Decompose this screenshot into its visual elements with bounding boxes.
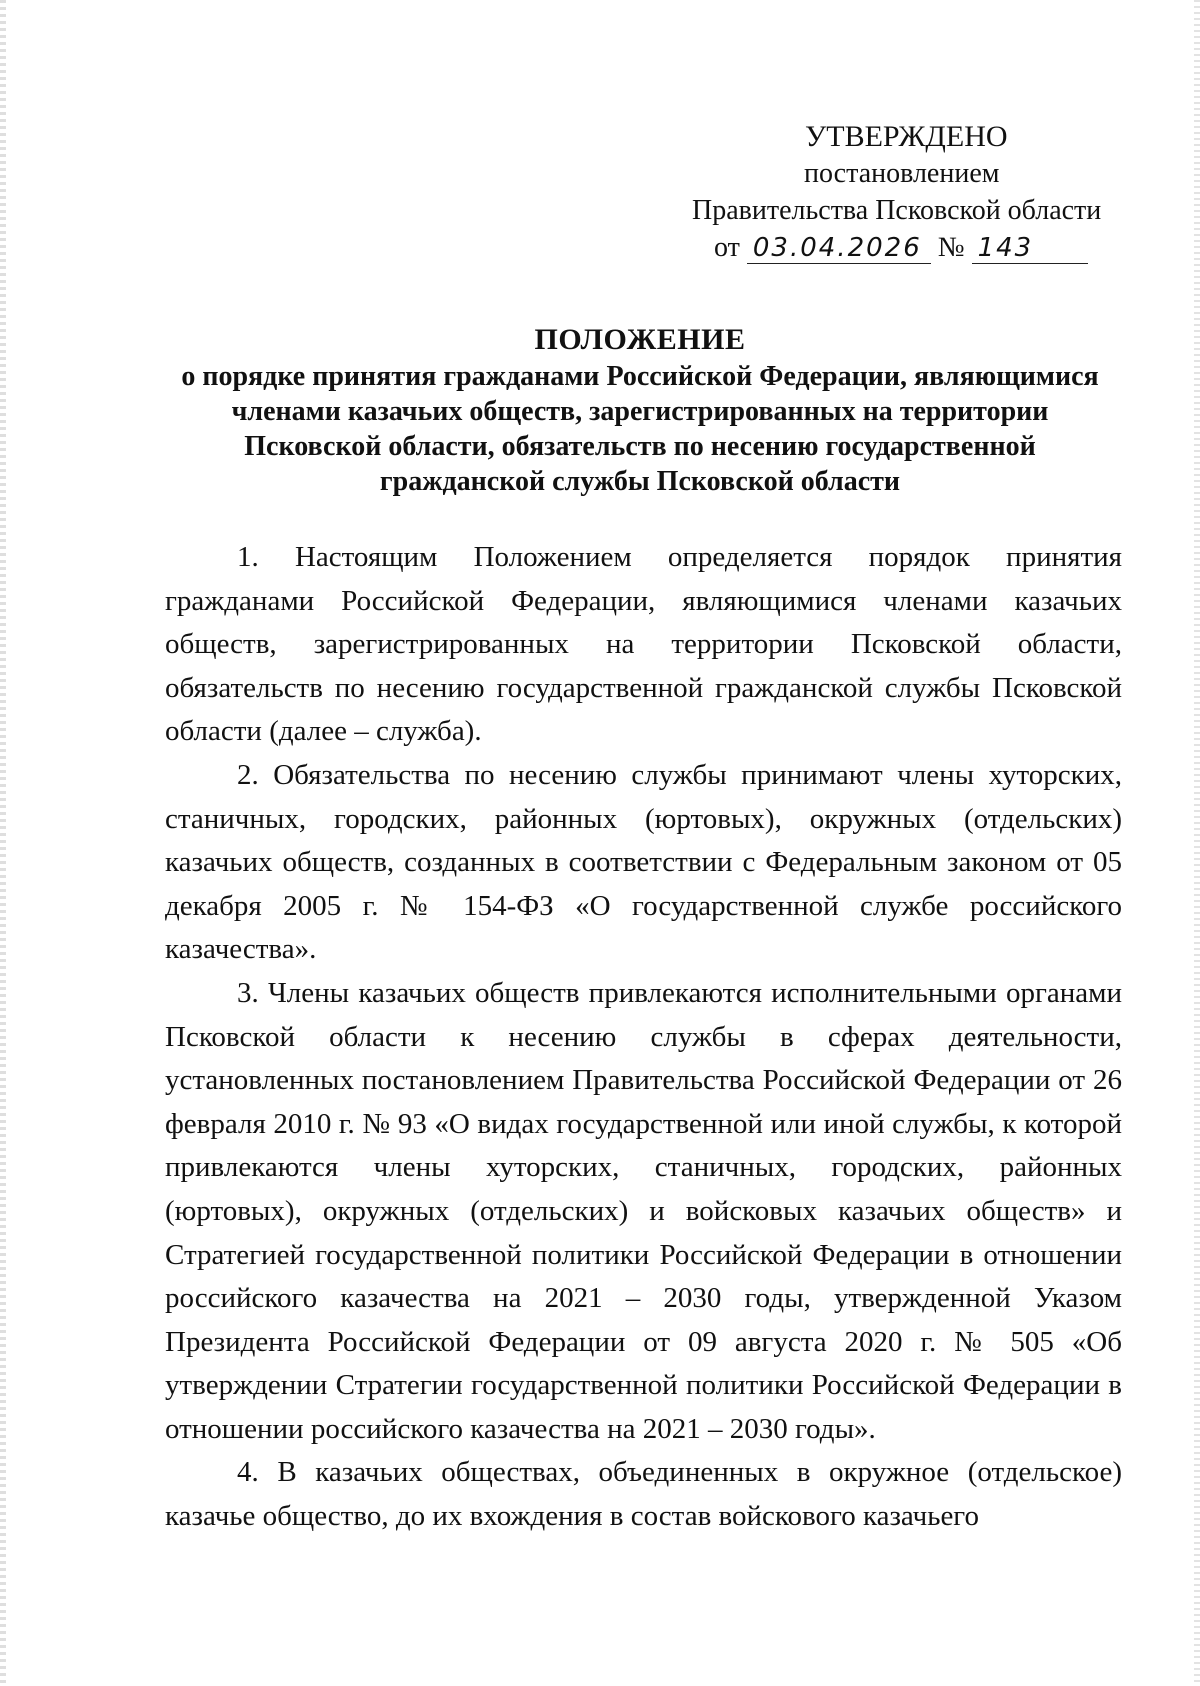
from-label: от [714,232,740,263]
number-sign: № [937,232,965,263]
paragraph-1: 1. Настоящим Положением определяется порядок принятия гражданами Российской Федерации, являющимися членами казачьих обществ, зарегистрированных на территории Псковской области, обязательств по несению государственной гражданской службы Псковской области (далее – служба). [165,541,1122,748]
government-label: Правительства Псковской области [692,195,1102,226]
document-title [130,322,1150,499]
paragraph-4: 4. В казачьих обществах, объединенных в окружное (отдельское) казачье общество, до их вхождения в состав войскового казачьего [165,1456,1122,1533]
paragraph-2: 2. Обязательства по несению службы принимают члены хуторских, станичных, городских, районных (юртовых), окружных (отдельских) казачьих обществ, созданных в соответствии с Федеральным законом от 05 декабря 2005 г. № 154-ФЗ «О государственной службе российского казачества». [165,758,1122,966]
date-number-line [640,229,1120,266]
paragraph-3: 3. Члены казачьих обществ привлекаются исполнительными органами Псковской области к несению службы в сферах деятельности, установленных постановлением Правительства Российской Федерации от 26 февраля 2010 г. № 93 «О видах государственной или иной службы, к которой привлекаются члены хуторских, станичных, городских, районных (юртовых), окружных (отдельских) и войсковых казачьих обществ» и Стратегией государственной политики Российской Федерации в отношении российского казачества на 2021 – 2030 годы, утвержденной Указом Президента Российской Федерации от 09 августа 2020 г. № 505 «Об утверждении Стратегии государственной политики Российской Федерации в отношении российского казачества на 2021 – 2030 годы». [165,976,1122,1445]
scan-edge-right [1194,0,1200,1686]
document-body [165,536,1122,1539]
approval-stamp-block [640,118,1120,266]
title-line: гражданской службы Псковской области [379,466,901,497]
title-line: Псковской области, обязательств по несению государственной [244,431,1036,462]
scan-edge-left [0,0,6,1686]
decree-label: постановлением [804,158,1000,189]
approved-label: УТВЕРЖДЕНО [805,120,1008,153]
handwritten-number: 143 [972,233,1088,264]
title-line: о порядке принятия гражданами Российской Федерации, являющимися [181,361,1099,392]
handwritten-date: 03.04.2026 [747,233,931,264]
title-line: членами казачьих обществ, зарегистрированных на территории [231,396,1049,427]
title-heading: ПОЛОЖЕНИЕ [534,323,746,356]
